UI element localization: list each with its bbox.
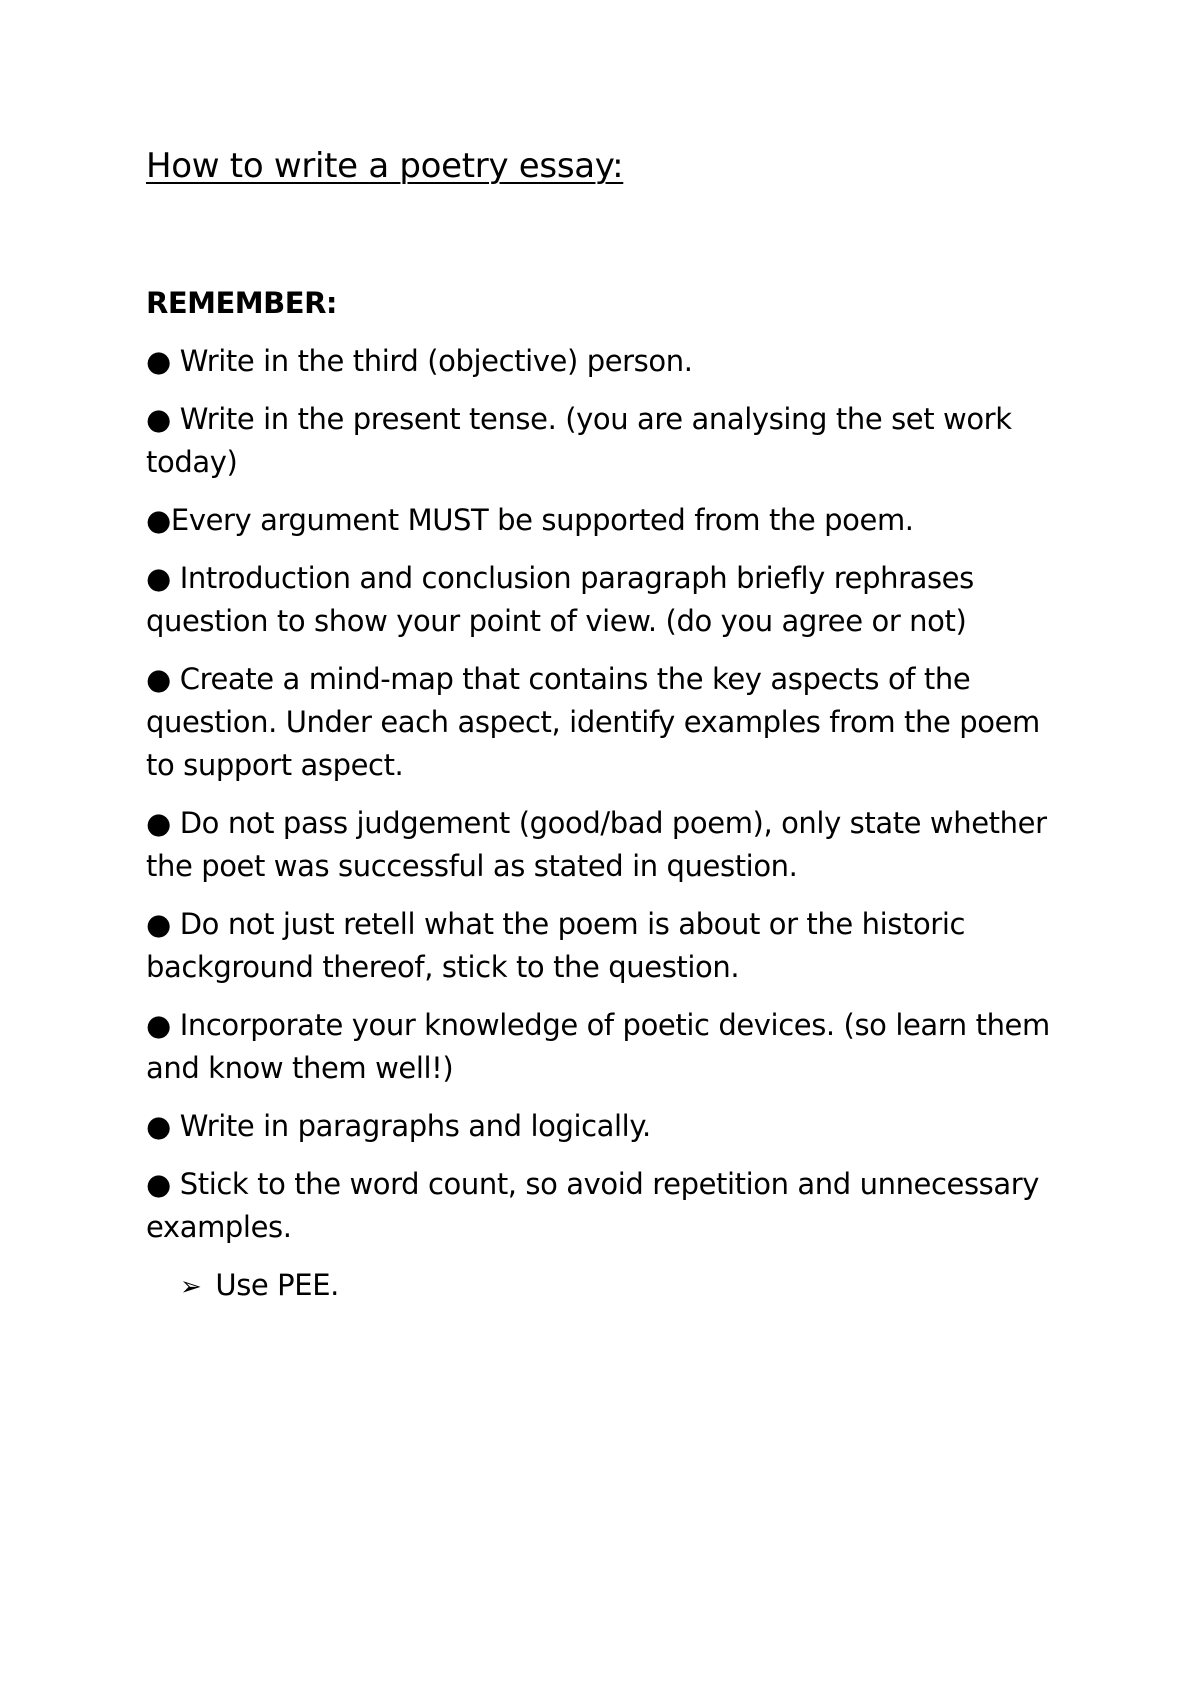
list-item	[146, 1163, 1066, 1249]
arrow-item-text: Use PEE.	[215, 1268, 339, 1302]
list-item	[146, 340, 1066, 383]
list-item	[146, 398, 1066, 484]
list-item-text: Do not just retell what the poem is about or the historic background thereof, stick to the question.	[146, 907, 966, 984]
list-item	[146, 802, 1066, 888]
bullet-icon: ●	[146, 402, 180, 436]
list-item-text: Do not pass judgement (good/bad poem), only state whether the poet was successful as stated in question.	[146, 806, 1047, 883]
list-item-text: Write in paragraphs and logically.	[179, 1109, 651, 1143]
list-item-text: Every argument MUST be supported from the poem.	[170, 503, 914, 537]
bullet-icon: ●	[146, 344, 180, 378]
page-title: How to write a poetry essay:	[146, 146, 624, 186]
list-item	[146, 658, 1066, 787]
list-item-text: Introduction and conclusion paragraph briefly rephrases question to show your point of view. (do you agree or not)	[146, 561, 974, 638]
list-item	[146, 557, 1066, 643]
remember-heading: REMEMBER:	[146, 286, 338, 320]
list-item	[146, 499, 1066, 542]
arrow-bullet-icon: ➢	[180, 1272, 202, 1302]
list-item-text: Incorporate your knowledge of poetic devices. (so learn them and know them well!)	[146, 1008, 1050, 1085]
bullet-icon: ●	[146, 1109, 180, 1143]
list-item-text: Create a mind-map that contains the key aspects of the question. Under each aspect, identify examples from the poem to support aspect.	[146, 662, 1040, 782]
list-item-text: Write in the present tense. (you are analysing the set work today)	[146, 402, 1012, 479]
bullet-icon: ●	[146, 561, 180, 595]
list-item-text: Write in the third (objective) person.	[179, 344, 693, 378]
bullet-icon: ●	[146, 907, 180, 941]
bullet-icon: ●	[146, 662, 180, 696]
bullet-icon: ●	[146, 1008, 180, 1042]
bullet-icon: ●	[146, 1167, 180, 1201]
list-item-text: Stick to the word count, so avoid repetition and unnecessary examples.	[146, 1167, 1040, 1244]
list-item	[146, 1004, 1066, 1090]
list-item	[146, 903, 1066, 989]
list-item	[146, 1105, 1066, 1148]
arrow-list-item	[180, 1264, 339, 1309]
bullet-icon: ●	[146, 806, 180, 840]
remember-list	[146, 340, 1066, 1264]
bullet-icon: ●	[146, 503, 171, 537]
